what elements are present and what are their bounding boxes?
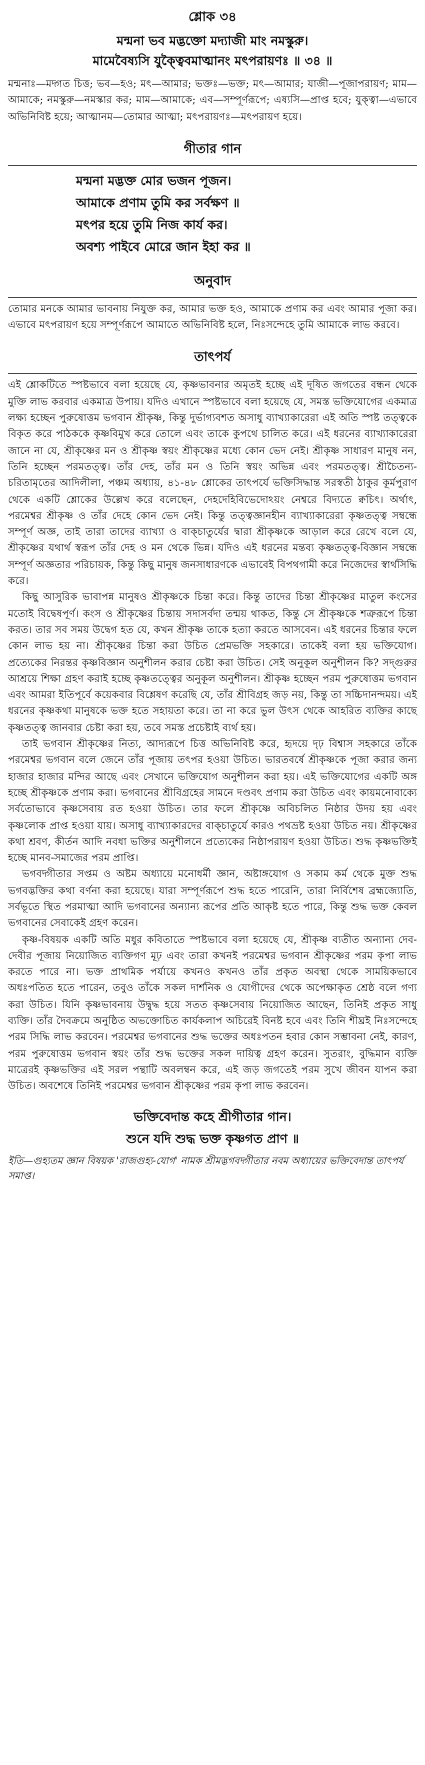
verse-line-1: মন্মনা ভব মদ্ভক্তো মদ্যাজী মাং নমস্কুরু।	[116, 33, 309, 48]
song-heading: গীতার গান	[183, 141, 242, 157]
synonyms-text: মন্মনাঃ—মদ্গত চিত্ত; ভব—হও; মৎ—আমার; ভক্তঃ—ভক্ত; মৎ—আমার; যাজী—পূজাপরায়ণ; মাম—আমাকে; নমস্কুরু—নমস্কার কর; মাম—আমাকে; এব—সম্পূর্ণরূপে; এষ্যসি—প্রাপ্ত হবে; যুক্ত্বা—এভাবে অভিনিবিষ্ট হয়ে; আত্মানম—তোমার আত্মা; মৎপরায়ণঃ—মৎপরায়ণ হয়ে।	[8, 79, 417, 123]
purport-paragraph: তাই ভগবান শ্রীকৃষ্ণের নিত্য, আদ্যরূপে চিত্ত অভিনিবিষ্ট করে, হৃদয়ে দৃঢ় বিশ্বাস সহকারে তাঁকে পরমেশ্বর ভগবান বলে জেনে তাঁর পূজায় তৎপর হওয়া উচিত। ভারতবর্ষে শ্রীকৃষ্ণকে পূজা করার জন্য হাজার হাজার মন্দির আছে এবং সেখানে ভক্তিযোগ অনুশীলন করা হয়। এই ভক্তিযোগের একটি অঙ্গ হচ্ছে শ্রীকৃষ্ণকে প্রণাম করা। ভগবানের শ্রীবিগ্রহের সামনে দণ্ডবৎ প্রণাম করা উচিত এবং কায়মনোবাক্যে সর্বতোভাবে কৃষ্ণসেবায় রত হওয়া উচিত। তার ফলে শ্রীকৃষ্ণে অবিচলিত নিষ্ঠার উদয় হয় এবং কৃষ্ণলোক প্রাপ্ত হওয়া যায়। অসাধু ব্যাখ্যাকারদের বাক্চাতুর্যে কারও পথভ্রষ্ট হওয়া উচিত নয়। শ্রীকৃষ্ণের কথা শ্রবণ, কীর্তন আদি নবধা ভক্তির অনুশীলনে প্রত্যেকের নিষ্ঠাপরায়ণ হওয়া উচিত। শুদ্ধ কৃষ্ণভক্তিই হচ্ছে মানব-সমাজের পরম প্রাপ্তি।	[8, 739, 417, 865]
divider	[8, 165, 417, 166]
closing-song-line-2: শুনে যদি শুদ্ধ ভক্ত কৃষ্ণগত প্রাণ ॥	[126, 1130, 299, 1146]
divider	[8, 297, 417, 298]
translation-text: তোমার মনকে আমার ভাবনায় নিযুক্ত কর, আমার ভক্ত হও, আমাকে প্রণাম কর এবং আমার পূজা কর। এভাবে মৎপরায়ণ হয়ে সম্পূর্ণরূপে আমাতে অভিনিবিষ্ট হলে, নিঃসন্দেহে তুমি আমাকে লাভ করবে।	[8, 303, 417, 332]
song-line-3: মৎপর হয়ে তুমি নিজ কার্য কর।	[76, 216, 228, 232]
verse-number: শ্লোক ৩৪	[188, 10, 237, 25]
purport-paragraph: ভগবদ্গীতার সপ্তম ও অষ্টম অধ্যায়ে মনোধর্মী জ্ঞান, অষ্টাঙ্গযোগ ও সকাম কর্ম থেকে মুক্ত শুদ্ধ ভগবদ্ভক্তির কথা বর্ণনা করা হয়েছে। যারা সম্পূর্ণরূপে শুদ্ধ হতে পারেনি, তারা নির্বিশেষ ব্রহ্মজ্যোতি, সর্বভূতে স্থিত পরমাত্মা আদি ভগবানের অন্যান্য রূপের প্রতি আকৃষ্ট হতে পারে, কিন্তু শুদ্ধ ভক্ত কেবল ভগবানের সেবাকেই গ্রহণ করেন।	[8, 869, 417, 930]
verse-line-2: মামেবৈষ্যসি যুক্ত্বৈবমাত্মানং মৎপরায়ণঃ ॥ ৩৪ ॥	[92, 53, 333, 68]
divider	[8, 373, 417, 374]
song-line-2: আমাকে প্রণাম তুমি কর সর্বক্ষণ ॥	[76, 194, 240, 210]
song-line-4: অবশ্য পাইবে মোরে জান ইহা কর ॥	[76, 238, 251, 254]
purport-heading: তাৎপর্য	[194, 350, 231, 366]
purport-paragraph: কৃষ্ণ-বিষয়ক একটি অতি মধুর কবিতাতে স্পষ্টভাবে বলা হয়েছে যে, শ্রীকৃষ্ণ ব্যতীত অন্যান্য দেব-দেবীর পূজায় নিয়োজিত ব্যক্তিগণ মূঢ় এবং তারা কখনই পরমেশ্বর ভগবান শ্রীকৃষ্ণের পরম কৃপা লাভ করতে পারে না। ভক্ত প্রাথমিক পর্যায়ে কখনও কখনও তাঁর প্রকৃত অবস্থা থেকে সাময়িকভাবে অধঃপতিত হতে পারেন, তবুও তাঁকে সকল দার্শনিক ও যোগীদের থেকে অপেক্ষাকৃত শ্রেষ্ঠ বলে গণ্য করা উচিত। যিনি কৃষ্ণভাবনায় উদ্বুদ্ধ হয়ে সতত কৃষ্ণসেবায় নিয়োজিত আছেন, তিনিই প্রকৃত সাধু ব্যক্তি। তাঁর দৈবক্রমে অনুষ্ঠিত অভক্তোচিত কার্যকলাপ অচিরেই বিনষ্ট হবে এবং তিনি শীঘ্রই নিঃসন্দেহে পরম সিদ্ধি লাভ করবেন। পরমেশ্বর ভগবানের শুদ্ধ ভক্তের অধঃপতন হবার কোন সম্ভাবনা নেই, কারণ, পরম পুরুষোত্তম ভগবান স্বয়ং তাঁর শুদ্ধ ভক্তের সকল দায়িত্ব গ্রহণ করেন। সুতরাং, বুদ্ধিমান ব্যক্তি মাত্রেরই কৃষ্ণভক্তির এই সরল পন্থাটি অবলম্বন করে, এই জড় জগতেই পরম সুখে জীবন যাপন করা উচিত। অবশেষে তিনিই পরমেশ্বর ভগবান শ্রীকৃষ্ণের পরম কৃপা লাভ করবেন।	[8, 934, 417, 1093]
chapter-colophon: ইতি—গুহ্যতম জ্ঞান বিষয়ক 'রাজগুহ্য-যোগ' নামক শ্রীমদ্ভগবদ্গীতার নবম অধ্যায়ের ভক্তিবেদান্ত তাৎপর্য সমাপ্ত।	[8, 1155, 404, 1182]
song-line-1: মন্মনা মদ্ভক্ত মোর ভজন পূজন।	[76, 172, 232, 188]
closing-song-line-1: ভক্তিবেদান্ত কহে শ্রীগীতার গান।	[133, 1108, 292, 1124]
purport-paragraph: এই শ্লোকটিতে স্পষ্টভাবে বলা হয়েছে যে, কৃষ্ণভাবনার অমৃতই হচ্ছে এই দূষিত জগতের বন্ধন থেকে মুক্তি লাভ করবার একমাত্র উপায়। যদিও এখানে স্পষ্টভাবে বলা হয়েছে যে, সমস্ত ভক্তিযোগের একমাত্র লক্ষ্য হচ্ছেন পুরুষোত্তম ভগবান শ্রীকৃষ্ণ, কিন্তু দুর্ভাগ্যবশত অসাধু ব্যাখ্যাকারেরা এই অতি স্পষ্ট তত্ত্বকে বিকৃত করে পাঠককে কৃষ্ণবিমুখ করে তোলে এবং তাকে কুপথে চালিত করে। এই ধরনের ব্যাখ্যাকারেরা জানে না যে, শ্রীকৃষ্ণের মন ও শ্রীকৃষ্ণ স্বয়ং শ্রীকৃষ্ণের মধ্যে কোন ভেদ নেই। শ্রীকৃষ্ণ সাধারণ মানুষ নন, তিনি হচ্ছেন পরমতত্ত্ব। তাঁর দেহ, তাঁর মন ও তিনি স্বয়ং অভিন্ন এবং পরমতত্ত্ব। শ্রীচৈতন্য-চরিতামৃতের আদিলীলা, পঞ্চম অধ্যায়, ৪১-৪৮ শ্লোকের তাৎপর্যে ভক্তিসিদ্ধান্ত সরস্বতী ঠাকুর কূর্মপুরাণ থেকে একটি শ্লোকের উল্লেখ করে বলেছেন, দেহদেহিবিভেদোঽয়ং নেশ্বরে বিদ্যতে ক্বচিৎ। অর্থাৎ, পরমেশ্বর শ্রীকৃষ্ণ ও তাঁর দেহে কোন ভেদ নেই। কিন্তু তত্ত্বজ্ঞানহীন ব্যাখ্যাকারেরা কৃষ্ণতত্ত্ব সম্বন্ধে সম্পূর্ণ অজ্ঞ, তাই তারা তাদের ব্যাখ্যা ও বাক্চাতুর্যের দ্বারা শ্রীকৃষ্ণকে আড়াল করে রেখে বলে যে, শ্রীকৃষ্ণের যথার্থ স্বরূপ তাঁর দেহ ও মন থেকে ভিন্ন। যদিও এই ধরনের মন্তব্য কৃষ্ণতত্ত্ব-বিজ্ঞান সম্বন্ধে সম্পূর্ণ অজ্ঞতার পরিচায়ক, কিন্তু কিছু মানুষ জনসাধারণকে এভাবেই বিপথগামী করে নিজেদের স্বার্থসিদ্ধি করে।	[8, 380, 417, 588]
purport-paragraph: কিছু আসুরিক ভাবাপন্ন মানুষও শ্রীকৃষ্ণকে চিন্তা করে। কিন্তু তাদের চিন্তা শ্রীকৃষ্ণের মাতুল কংসের মতোই বিদ্বেষপূর্ণ। কংস ও শ্রীকৃষ্ণের চিন্তায় সদাসর্বদা তন্ময় থাকত, কিন্তু সে শ্রীকৃষ্ণকে শত্রুরূপে চিন্তা করত। তার সব সময় উদ্বেগ হত যে, কখন শ্রীকৃষ্ণ তাকে হত্যা করতে আসবেন। এই ধরনের চিন্তার ফলে কোন লাভ হয় না। শ্রীকৃষ্ণের চিন্তা করা উচিত প্রেমভক্তি সহকারে। তাকেই বলা হয় ভক্তিযোগ। প্রত্যেকের নিরন্তর কৃষ্ণবিজ্ঞান অনুশীলন করার চেষ্টা করা উচিত। সেই অনুকূল অনুশীলন কি? সদ্গুরুর আশ্রয়ে শিক্ষা গ্রহণ করাই হচ্ছে কৃষ্ণতত্ত্বের অনুকূল অনুশীলন। শ্রীকৃষ্ণ হচ্ছেন পরম পুরুষোত্তম ভগবান এবং আমরা ইতিপূর্বে কয়েকবার বিশ্লেষণ করেছি যে, তাঁর শ্রীবিগ্রহ জড় নয়, কিন্তু তা সচ্চিদানন্দময়। এই ধরনের কৃষ্ণকথা মানুষকে ভক্ত হতে সহায়তা করে। তা না করে ভুল উৎস থেকে আহরিত ব্যক্তির কাছে কৃষ্ণতত্ত্ব জানবার চেষ্টা করা হয়, তবে সমস্ত প্রচেষ্টাই ব্যর্থ হয়।	[8, 592, 417, 734]
translation-heading: অনুবাদ	[194, 273, 231, 289]
